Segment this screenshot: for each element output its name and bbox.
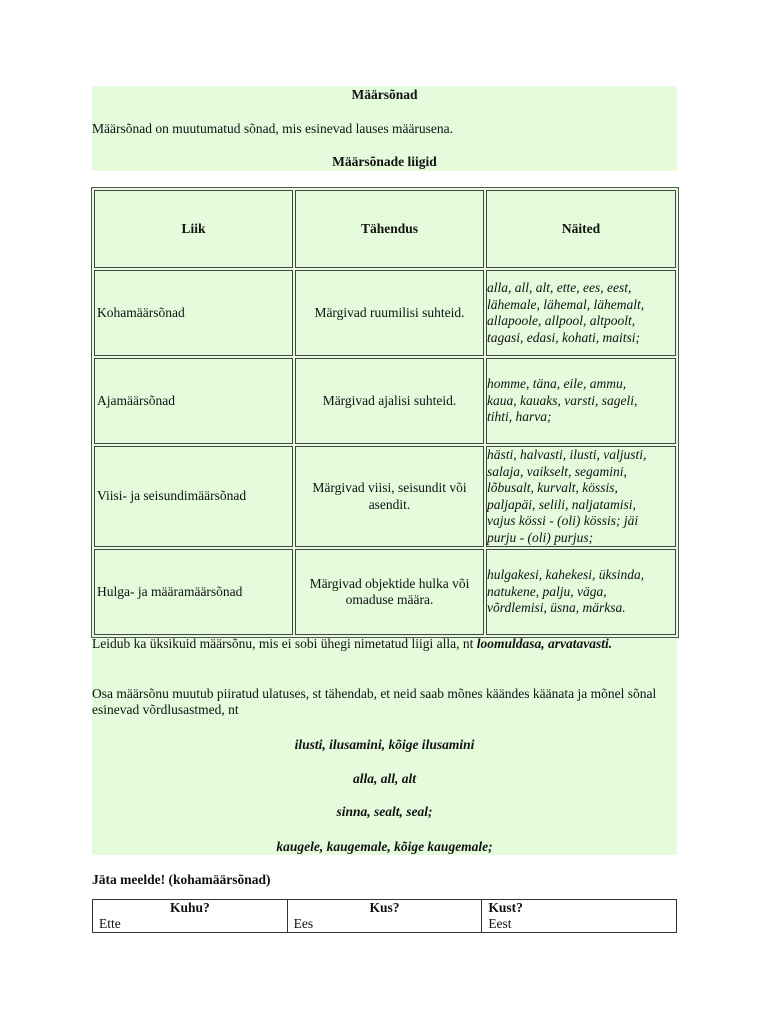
example-line: võrdlemisi, üsna, märksa.	[487, 600, 626, 616]
example-line: lõbusalt, kurvalt, kössis,	[487, 480, 618, 495]
row-type: Kohamäärsõnad	[94, 270, 293, 356]
table-row	[94, 446, 676, 547]
header-meaning: Tähendus	[295, 190, 484, 268]
note-inflection: Osa määrsõnu muutub piiratud ulatuses, st tähendab, et neid saab mõnes käändes käänata ja mõnel sõnal esinevad võrdlusastmed, nt	[92, 686, 657, 717]
row-meaning: Märgivad ruumilisi suhteid.	[295, 270, 484, 356]
table-row	[93, 916, 677, 933]
table-header-row	[94, 190, 676, 268]
form-example: kaugele, kaugemale, kõige kaugemale;	[276, 839, 493, 854]
cell-kust: Eest	[482, 916, 677, 933]
remember-heading: Jäta meelde! (kohamäärsõnad)	[92, 872, 271, 887]
row-meaning: Märgivad viisi, seisundit või asendit.	[295, 446, 484, 547]
cell-kus: Ees	[287, 916, 482, 933]
row-examples	[486, 549, 676, 635]
intro-text: Määrsõnad on muutumatud sõnad, mis esinevad lauses määrusena.	[92, 121, 454, 136]
header-kus: Kus?	[287, 900, 482, 917]
form-example: ilusti, ilusamini, kõige ilusamini	[294, 737, 475, 752]
header-kuhu: Kuhu?	[93, 900, 288, 917]
table-row	[94, 549, 676, 635]
row-examples	[486, 358, 676, 444]
example-line: tihti, harva;	[487, 409, 552, 425]
header-type: Liik	[94, 190, 293, 268]
adverb-types-table	[91, 187, 679, 638]
example-line: homme, täna, eile, ammu,	[487, 376, 627, 392]
note-text: Leidub ka üksikuid määrsõnu, mis ei sobi ühegi nimetatud liigi alla, nt	[92, 636, 477, 651]
form-example: alla, all, alt	[352, 771, 416, 786]
types-heading: Määrsõnade liigid	[332, 154, 437, 169]
example-line: natukene, palju, väga,	[487, 583, 607, 599]
table-row	[94, 358, 676, 444]
example-line: hästi, halvasti, ilusti, valjusti,	[487, 447, 647, 462]
row-type: Hulga- ja määramäärsõnad	[94, 549, 293, 635]
example-line: tagasi, edasi, kohati, maitsi;	[487, 329, 640, 345]
example-line: vajus kössi - (oli) kössis; jäi	[487, 513, 639, 528]
row-type: Viisi- ja seisundimäärsõnad	[94, 446, 293, 547]
row-examples	[486, 270, 676, 356]
example-line: salaja, vaikselt, segamini,	[487, 463, 627, 479]
example-line: lähemale, lähemal, lähemalt,	[487, 296, 645, 312]
header-kust: Kust?	[482, 900, 677, 917]
header-examples: Näited	[486, 190, 676, 268]
form-example: sinna, sealt, seal;	[336, 804, 433, 819]
row-meaning: Märgivad objektide hulka või omaduse määra.	[295, 549, 484, 635]
row-type: Ajamäärsõnad	[94, 358, 293, 444]
note-examples: loomuldasa, arvatavasti.	[476, 636, 613, 651]
page-title: Määrsõnad	[351, 87, 418, 102]
row-examples	[486, 446, 676, 547]
cell-kuhu: Ette	[93, 916, 288, 933]
location-adverbs-table	[92, 899, 677, 933]
note-unclassified	[92, 636, 677, 652]
small-table-header-row	[93, 900, 677, 917]
row-meaning: Märgivad ajalisi suhteid.	[295, 358, 484, 444]
table-row	[94, 270, 676, 356]
example-line: alla, all, alt, ette, ees, eest,	[487, 280, 632, 295]
example-line: hulgakesi, kahekesi, üksinda,	[487, 567, 645, 583]
example-line: kaua, kauaks, varsti, sageli,	[487, 392, 638, 408]
example-line: purju - (oli) purjus;	[487, 529, 594, 545]
example-line: paljapäi, selili, naljatamisi,	[487, 496, 636, 512]
example-line: allapoole, allpool, altpoolt,	[487, 313, 636, 328]
